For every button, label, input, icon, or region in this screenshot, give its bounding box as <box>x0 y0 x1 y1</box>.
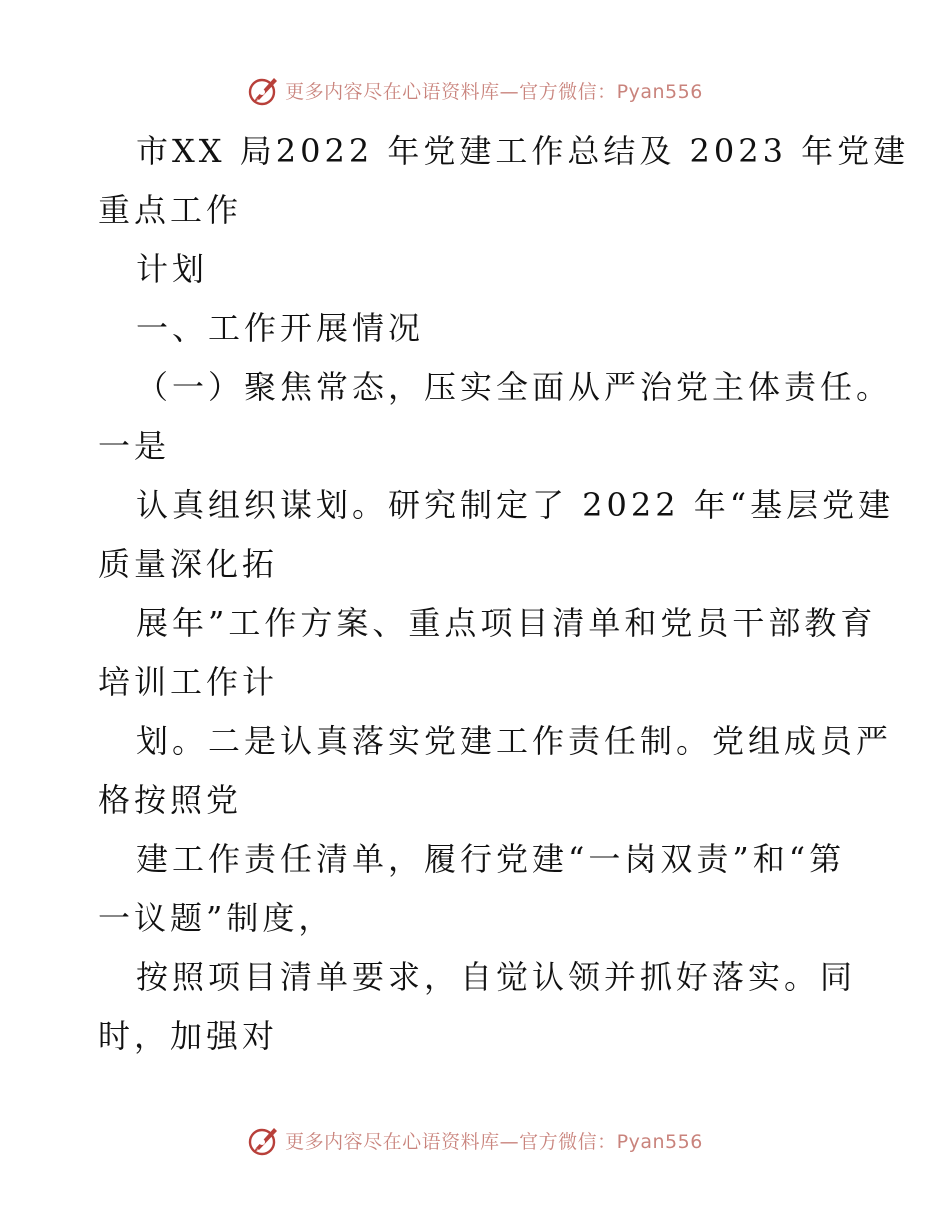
watermark-text: 更多内容尽在心语资料库—官方微信：Pyan556 <box>285 80 703 103</box>
text-line: 质量深化拓 <box>98 545 279 583</box>
text-line: 市XX 局2022 年党建工作总结及 2023 年党建 <box>136 132 910 170</box>
watermark-text: 更多内容尽在心语资料库—官方微信：Pyan556 <box>285 1130 703 1153</box>
text-line: 一、工作开展情况 <box>136 309 425 347</box>
text-line: 按照项目清单要求，自觉认领并抓好落实。同 <box>136 958 857 996</box>
text-line: 划。二是认真落实党建工作责任制。党组成员严 <box>136 722 893 760</box>
text-line: 培训工作计 <box>98 663 279 701</box>
text-line: 建工作责任清单，履行党建“一岗双责”和“第 <box>136 840 846 878</box>
text-line: 重点工作 <box>98 191 243 229</box>
quill-logo-icon <box>247 1123 281 1157</box>
text-line: 认真组织谋划。研究制定了 2022 年“基层党建 <box>136 486 895 524</box>
text-line: （一）聚焦常态，压实全面从严治党主体责任。 <box>136 368 893 406</box>
text-line: 展年”工作方案、重点项目清单和党员干部教育 <box>136 604 877 642</box>
document-body <box>98 122 910 1066</box>
header-watermark <box>0 70 950 110</box>
text-line: 一议题”制度， <box>98 899 335 937</box>
text-line: 时，加强对 <box>98 1017 279 1055</box>
text-line: 一是 <box>98 427 171 465</box>
text-line: 格按照党 <box>98 781 243 819</box>
text-line: 计划 <box>136 250 209 288</box>
footer-watermark <box>0 1120 950 1160</box>
quill-logo-icon <box>247 73 281 107</box>
